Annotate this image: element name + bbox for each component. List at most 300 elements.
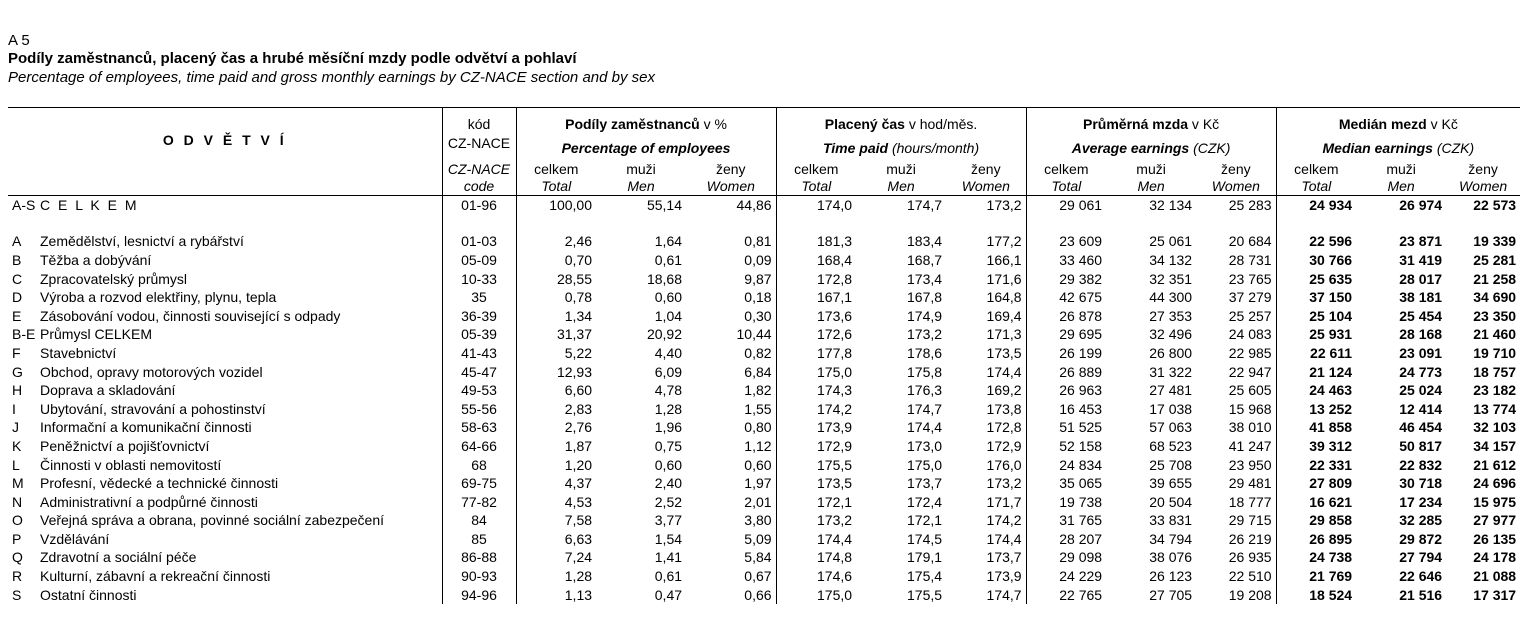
subheader-cz: celkem (1294, 161, 1339, 177)
section-letter: B-E (12, 326, 36, 343)
section-name: Zdravotní a sociální péče (40, 549, 197, 566)
group-header-cz (776, 108, 1026, 136)
section-letter: H (12, 382, 23, 399)
avg-men: 34 132 (1149, 251, 1193, 268)
share-total: 6,63 (516, 530, 596, 549)
subheader-en: Total (1301, 178, 1332, 194)
time-total: 173,2 (776, 512, 856, 531)
median-men: 25 454 (1399, 307, 1443, 324)
section-name: Administrativní a podpůrné činnosti (40, 493, 258, 510)
avg-women: 25 605 (1228, 382, 1272, 399)
share-total: 7,24 (516, 549, 596, 568)
section-letter: O (12, 512, 23, 529)
share-total: 7,58 (516, 512, 596, 531)
subheader-en: Men (1387, 178, 1415, 194)
share-men: 1,04 (654, 307, 683, 324)
share-women: 0,18 (744, 289, 772, 306)
time-women: 174,7 (986, 586, 1022, 603)
section-name: Obchod, opravy motorových vozidel (40, 363, 263, 380)
share-women: 6,84 (744, 363, 772, 380)
group-label-en: Average earnings (1071, 139, 1190, 156)
avg-men: 32 496 (1149, 326, 1193, 343)
table-row (8, 288, 1520, 307)
time-women: 173,2 (986, 196, 1022, 213)
table-header (8, 108, 1520, 196)
time-men: 172,4 (907, 493, 943, 510)
group-header-en (1026, 135, 1276, 161)
group-header-en (516, 135, 776, 161)
table-row (8, 419, 1520, 438)
share-men: 55,14 (646, 196, 683, 213)
time-total: 173,9 (776, 419, 856, 438)
avg-total: 35 065 (1026, 474, 1106, 493)
share-men: 1,64 (654, 233, 683, 250)
avg-total: 26 963 (1026, 381, 1106, 400)
group-header-cz (1276, 108, 1520, 136)
section-letter: R (12, 568, 23, 585)
avg-men: 68 523 (1149, 437, 1193, 454)
nace-code: 01-03 (442, 233, 516, 252)
time-men: 174,9 (907, 307, 943, 324)
median-total: 21 124 (1276, 363, 1356, 382)
time-total: 181,3 (776, 233, 856, 252)
time-men: 174,7 (907, 400, 943, 417)
nace-code: 36-39 (442, 307, 516, 326)
table-row (8, 381, 1520, 400)
share-women: 44,86 (736, 196, 772, 213)
nace-code: 49-53 (442, 381, 516, 400)
share-women: 3,80 (744, 512, 772, 529)
time-total: 174,8 (776, 549, 856, 568)
median-women: 23 350 (1473, 307, 1517, 324)
section-letter: D (12, 289, 23, 306)
avg-total: 42 675 (1026, 288, 1106, 307)
nace-code: 68 (442, 456, 516, 475)
median-women: 17 317 (1473, 586, 1517, 603)
subheader-total (1026, 161, 1106, 196)
avg-men: 38 076 (1149, 549, 1193, 566)
time-men: 175,4 (907, 568, 943, 585)
share-men: 0,60 (654, 289, 683, 306)
time-total: 175,0 (776, 363, 856, 382)
median-men: 12 414 (1399, 400, 1443, 417)
table-row (8, 344, 1520, 363)
share-women: 0,80 (744, 419, 772, 436)
group-header-cz (516, 108, 776, 136)
spacer-cell (1106, 215, 1196, 233)
group-label: Průměrná mzda (1083, 116, 1189, 132)
share-women: 9,87 (744, 270, 772, 287)
median-total: 21 769 (1276, 567, 1356, 586)
share-men: 4,40 (654, 344, 683, 361)
subheader-cz: ženy (1468, 161, 1498, 177)
avg-women: 20 684 (1228, 233, 1272, 250)
time-women: 174,4 (986, 363, 1022, 380)
table-row (8, 586, 1520, 605)
table-code: A 5 (8, 32, 30, 49)
share-women: 0,30 (744, 307, 772, 324)
median-women: 19 710 (1473, 344, 1517, 361)
share-total: 100,00 (516, 196, 596, 215)
avg-men: 26 800 (1149, 344, 1193, 361)
time-women: 164,8 (986, 289, 1022, 306)
avg-women: 38 010 (1228, 419, 1272, 436)
nace-code: 35 (442, 288, 516, 307)
share-men: 1,54 (654, 530, 683, 547)
share-women: 0,66 (744, 586, 772, 603)
nace-code: 41-43 (442, 344, 516, 363)
subheader-cz: ženy (715, 161, 746, 177)
share-men: 18,68 (646, 270, 683, 287)
share-total: 1,20 (516, 456, 596, 475)
median-men: 24 773 (1399, 363, 1443, 380)
median-women: 25 281 (1473, 251, 1517, 268)
time-women: 166,1 (986, 251, 1022, 268)
share-total: 0,78 (516, 288, 596, 307)
spacer-cell (8, 215, 38, 233)
section-letter: L (12, 456, 20, 473)
section-letter: Q (12, 549, 23, 566)
time-men: 175,0 (907, 456, 943, 473)
time-men: 173,4 (907, 270, 943, 287)
subheader-men (856, 161, 946, 196)
share-total: 4,53 (516, 493, 596, 512)
spacer-cell (1276, 215, 1356, 233)
share-total: 1,28 (516, 567, 596, 586)
median-women: 13 774 (1473, 400, 1517, 417)
subheader-en: Men (627, 178, 655, 194)
subheader-en: Total (541, 178, 572, 194)
table-row (8, 567, 1520, 586)
section-letter: F (12, 344, 21, 361)
nace-code: 45-47 (442, 363, 516, 382)
group-unit-en: (CZK) (1189, 139, 1231, 156)
section-letter: I (12, 400, 16, 417)
avg-women: 26 219 (1228, 530, 1272, 547)
nace-code: 01-96 (442, 196, 516, 215)
median-women: 21 088 (1473, 568, 1517, 585)
time-men: 173,7 (907, 475, 943, 492)
group-label-en: Median earnings (1322, 139, 1433, 156)
section-name: Ostatní činnosti (40, 586, 137, 603)
share-men: 0,47 (654, 586, 683, 603)
avg-total: 28 207 (1026, 530, 1106, 549)
group-header-en (776, 135, 1026, 161)
median-women: 15 975 (1473, 493, 1517, 510)
share-women: 5,09 (744, 530, 772, 547)
share-total: 2,46 (516, 233, 596, 252)
avg-women: 25 257 (1228, 307, 1272, 324)
median-men: 26 974 (1399, 196, 1443, 213)
time-women: 171,7 (986, 493, 1022, 510)
subheader-total (516, 161, 596, 196)
time-men: 174,5 (907, 530, 943, 547)
avg-total: 26 199 (1026, 344, 1106, 363)
section-name: C E L K E M (40, 196, 139, 213)
subheader-en: Women (961, 178, 1010, 194)
avg-total: 26 878 (1026, 307, 1106, 326)
time-total: 174,6 (776, 567, 856, 586)
subheader-women (686, 161, 776, 196)
share-total: 31,37 (516, 326, 596, 345)
median-men: 25 024 (1399, 382, 1443, 399)
share-total: 12,93 (516, 363, 596, 382)
subheader-women (1196, 161, 1276, 196)
median-women: 19 339 (1473, 233, 1517, 250)
time-women: 174,4 (986, 530, 1022, 547)
median-total: 24 934 (1276, 196, 1356, 215)
avg-total: 52 158 (1026, 437, 1106, 456)
section-letter: J (12, 419, 19, 436)
section-name: Zásobování vodou, činnosti související s odpady (40, 307, 341, 324)
spacer-cell (1196, 215, 1276, 233)
nace-code: 90-93 (442, 567, 516, 586)
table-row (8, 270, 1520, 289)
avg-men: 34 794 (1149, 530, 1193, 547)
avg-men: 25 708 (1149, 456, 1193, 473)
spacer-cell (1026, 215, 1106, 233)
median-women: 21 460 (1473, 326, 1517, 343)
spacer-cell (516, 215, 596, 233)
share-men: 1,28 (654, 400, 683, 417)
avg-men: 33 831 (1149, 512, 1193, 529)
share-total: 2,83 (516, 400, 596, 419)
nace-code: 77-82 (442, 493, 516, 512)
section-letter: S (12, 586, 22, 603)
nace-code: 86-88 (442, 549, 516, 568)
code-header-en-2: code (463, 178, 495, 194)
section-letter: C (12, 270, 23, 287)
time-men: 167,8 (907, 289, 943, 306)
median-men: 28 168 (1399, 326, 1443, 343)
share-men: 0,61 (654, 568, 683, 585)
median-total: 29 858 (1276, 512, 1356, 531)
title-czech: Podíly zaměstnanců, placený čas a hrubé měsíční mzdy podle odvětví a pohlaví (8, 50, 577, 67)
share-women: 0,67 (744, 568, 772, 585)
share-total: 2,76 (516, 419, 596, 438)
group-unit-en: (CZK) (1432, 139, 1475, 156)
section-name: Peněžnictví a pojišťovnictví (40, 437, 210, 454)
median-total: 22 596 (1276, 233, 1356, 252)
avg-total: 33 460 (1026, 251, 1106, 270)
avg-total: 19 738 (1026, 493, 1106, 512)
time-total: 174,0 (776, 196, 856, 215)
code-header-en-1: CZ-NACE (447, 161, 511, 177)
code-header-en (442, 161, 516, 196)
avg-men: 44 300 (1149, 289, 1193, 306)
avg-total: 29 382 (1026, 270, 1106, 289)
time-total: 167,1 (776, 288, 856, 307)
avg-men: 17 038 (1149, 400, 1193, 417)
table-row (8, 549, 1520, 568)
avg-men: 27 353 (1149, 307, 1193, 324)
time-men: 173,0 (907, 437, 943, 454)
time-total: 168,4 (776, 251, 856, 270)
time-total: 172,8 (776, 270, 856, 289)
median-total: 25 635 (1276, 270, 1356, 289)
time-men: 175,5 (907, 586, 943, 603)
avg-women: 22 985 (1228, 344, 1272, 361)
section-name: Informační a komunikační činnosti (40, 419, 252, 436)
median-men: 23 871 (1399, 233, 1443, 250)
time-women: 174,2 (986, 512, 1022, 529)
table-row (8, 233, 1520, 252)
share-men: 0,75 (654, 437, 683, 454)
subheader-cz: celkem (794, 161, 839, 177)
time-men: 179,1 (907, 549, 943, 566)
group-label-en: Percentage of employees (561, 139, 731, 156)
median-men: 23 091 (1399, 344, 1443, 361)
subheader-total (1276, 161, 1356, 196)
group-label: Podíly zaměstnanců (565, 116, 700, 132)
median-total: 27 809 (1276, 474, 1356, 493)
median-men: 27 794 (1399, 549, 1443, 566)
subheader-en: Women (1211, 178, 1260, 194)
share-women: 0,09 (744, 251, 772, 268)
nace-code: 05-09 (442, 251, 516, 270)
time-men: 183,4 (907, 233, 943, 250)
time-total: 172,9 (776, 437, 856, 456)
section-letter: M (12, 475, 24, 492)
share-total: 6,60 (516, 381, 596, 400)
share-total: 0,70 (516, 251, 596, 270)
share-men: 3,77 (654, 512, 683, 529)
time-women: 173,8 (986, 400, 1022, 417)
median-total: 16 621 (1276, 493, 1356, 512)
share-total: 1,34 (516, 307, 596, 326)
section-name: Zemědělství, lesnictví a rybářství (40, 233, 244, 250)
section-name: Činnosti v oblasti nemovitostí (40, 456, 222, 473)
avg-men: 26 123 (1149, 568, 1193, 585)
section-name: Zpracovatelský průmysl (40, 270, 188, 287)
median-women: 21 258 (1473, 270, 1517, 287)
avg-women: 37 279 (1228, 289, 1272, 306)
spacer-cell (946, 215, 1026, 233)
share-women: 0,60 (744, 456, 772, 473)
table-row (8, 474, 1520, 493)
nace-code: 58-63 (442, 419, 516, 438)
time-total: 175,5 (776, 456, 856, 475)
time-women: 173,2 (986, 475, 1022, 492)
share-men: 1,96 (654, 419, 683, 436)
time-men: 172,1 (907, 512, 943, 529)
time-men: 174,7 (907, 196, 943, 213)
subheader-cz: celkem (1044, 161, 1089, 177)
avg-total: 16 453 (1026, 400, 1106, 419)
time-women: 172,8 (986, 419, 1022, 436)
section-letter: E (12, 307, 22, 324)
avg-total: 29 061 (1026, 196, 1106, 215)
subheader-cz: ženy (971, 161, 1001, 177)
table-row (8, 400, 1520, 419)
table-row (8, 326, 1520, 345)
time-men: 174,4 (907, 419, 943, 436)
avg-women: 41 247 (1228, 437, 1272, 454)
share-women: 5,84 (744, 549, 772, 566)
median-women: 18 757 (1473, 363, 1517, 380)
avg-total: 29 695 (1026, 326, 1106, 345)
avg-total: 24 229 (1026, 567, 1106, 586)
group-label: Placený čas (824, 116, 905, 132)
avg-men: 27 705 (1149, 586, 1193, 603)
table-row (8, 307, 1520, 326)
avg-men: 31 322 (1149, 363, 1193, 380)
median-men: 17 234 (1399, 493, 1443, 510)
time-total: 174,2 (776, 400, 856, 419)
share-women: 0,81 (744, 233, 772, 250)
time-total: 175,0 (776, 586, 856, 605)
time-women: 173,5 (986, 344, 1022, 361)
section-name: Ubytování, stravování a pohostinství (40, 400, 266, 417)
time-total: 172,1 (776, 493, 856, 512)
table-row (8, 196, 1520, 215)
avg-men: 20 504 (1149, 493, 1193, 510)
median-men: 29 872 (1399, 530, 1443, 547)
avg-total: 22 765 (1026, 586, 1106, 605)
median-total: 22 611 (1276, 344, 1356, 363)
subheader-men (1106, 161, 1196, 196)
median-total: 18 524 (1276, 586, 1356, 605)
group-unit: v Kč (1188, 116, 1220, 132)
spacer-cell (856, 215, 946, 233)
section-letter: B (12, 251, 22, 268)
avg-total: 23 609 (1026, 233, 1106, 252)
share-total: 1,13 (516, 586, 596, 605)
spacer-cell (776, 215, 856, 233)
share-women: 1,97 (744, 475, 772, 492)
group-unit: v Kč (1426, 116, 1458, 132)
time-women: 169,2 (986, 382, 1022, 399)
median-women: 24 178 (1473, 549, 1517, 566)
section-name: Doprava a skladování (40, 382, 176, 399)
share-men: 4,78 (654, 382, 683, 399)
table-row (8, 251, 1520, 270)
median-men: 32 285 (1399, 512, 1443, 529)
nace-code: 55-56 (442, 400, 516, 419)
avg-women: 28 731 (1228, 251, 1272, 268)
avg-women: 26 935 (1228, 549, 1272, 566)
subheader-men (596, 161, 686, 196)
subheader-cz: celkem (534, 161, 579, 177)
time-total: 177,8 (776, 344, 856, 363)
share-women: 10,44 (736, 326, 772, 343)
avg-women: 19 208 (1228, 586, 1272, 603)
nace-code: 64-66 (442, 437, 516, 456)
nace-code: 94-96 (442, 586, 516, 605)
median-women: 34 690 (1473, 289, 1517, 306)
table-row (8, 437, 1520, 456)
time-women: 173,9 (986, 568, 1022, 585)
median-total: 25 931 (1276, 326, 1356, 345)
median-men: 31 419 (1399, 251, 1443, 268)
time-total: 172,6 (776, 326, 856, 345)
subheader-en: Women (1458, 178, 1508, 194)
median-women: 23 182 (1473, 382, 1517, 399)
spacer-cell (596, 215, 686, 233)
median-total: 13 252 (1276, 400, 1356, 419)
avg-total: 31 765 (1026, 512, 1106, 531)
sector-header-spacer (8, 161, 442, 196)
sector-header: O D V Ě T V Í (162, 132, 287, 148)
subheader-cz: muži (626, 161, 656, 177)
spacer-cell (1446, 215, 1520, 233)
time-women: 172,9 (986, 437, 1022, 454)
nace-code: 85 (442, 530, 516, 549)
share-men: 0,60 (654, 456, 683, 473)
time-women: 169,4 (986, 307, 1022, 324)
median-women: 34 157 (1473, 437, 1517, 454)
share-total: 28,55 (516, 270, 596, 289)
